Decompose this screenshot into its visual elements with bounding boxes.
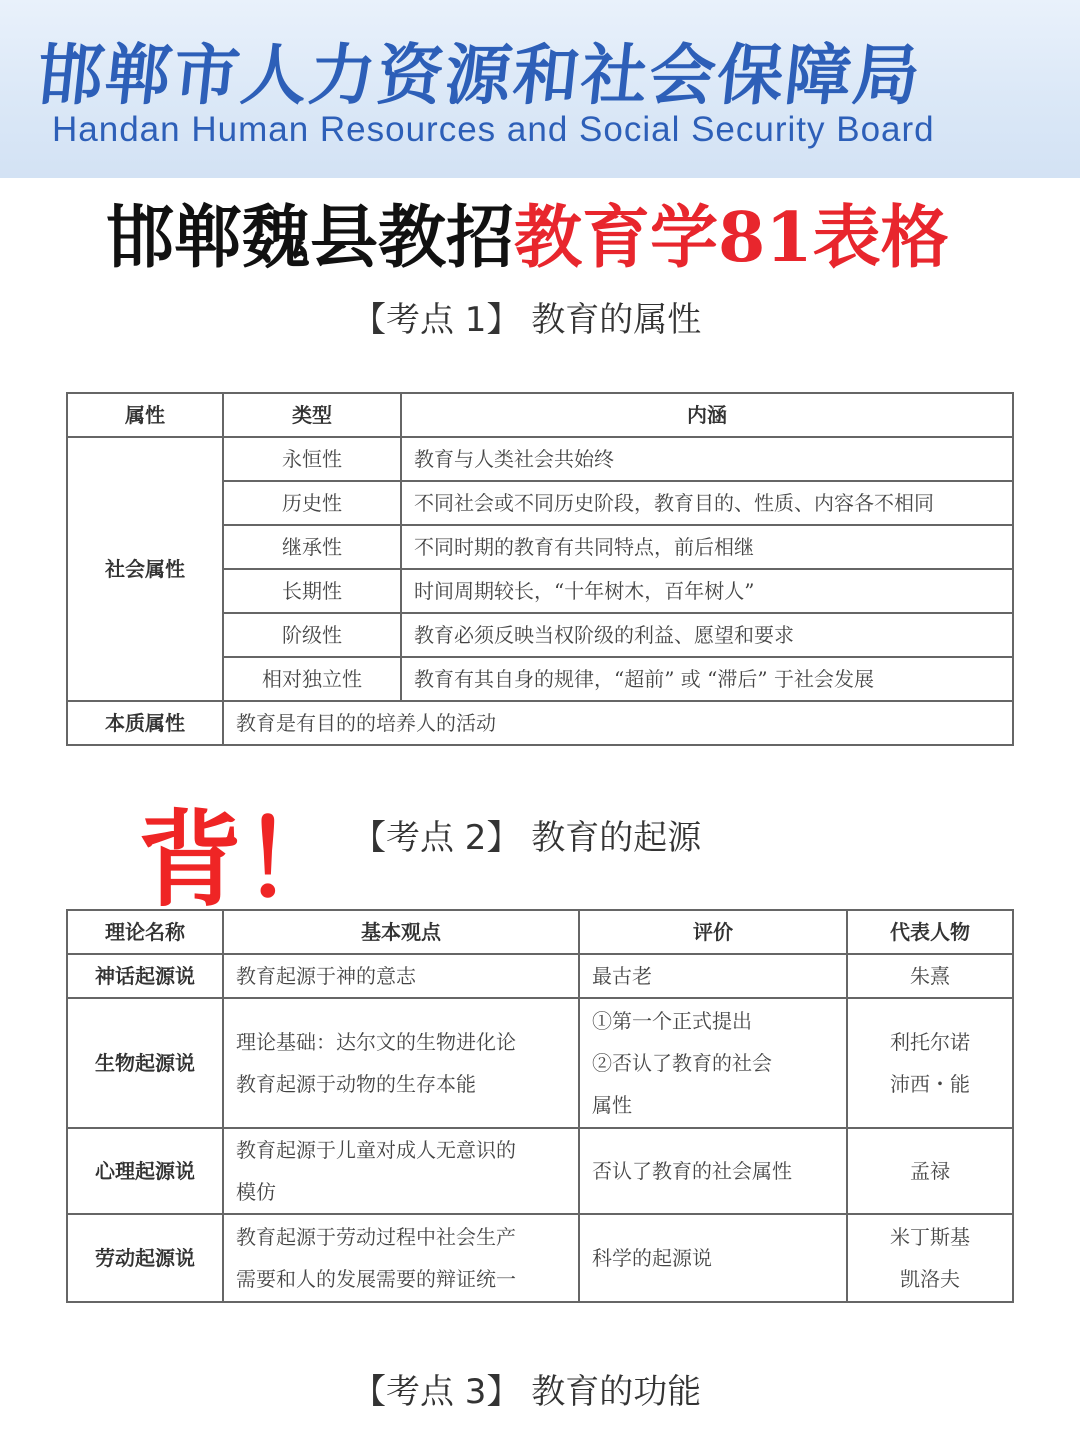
evaluation-cell: 否认了教育的社会属性	[579, 1128, 847, 1214]
social-attribute-group-cell: 社会属性	[67, 437, 223, 701]
people-cell: 孟禄	[847, 1128, 1013, 1214]
type-cell: 长期性	[223, 569, 401, 613]
view-cell: 理论基础：达尔文的生物进化论 教育起源于动物的生存本能	[223, 998, 579, 1128]
content-cell: 教育与人类社会共始终	[401, 437, 1013, 481]
header-banner	[0, 0, 1080, 178]
table-row	[67, 437, 1013, 481]
bureau-name-en: Handan Human Resources and Social Security Board	[52, 110, 935, 149]
header-cell: 类型	[223, 393, 401, 437]
theory-name-cell: 劳动起源说	[67, 1214, 223, 1302]
page-headline	[106, 198, 949, 278]
people-cell: 利托尔诺 沛西・能	[847, 998, 1013, 1128]
table-row	[67, 954, 1013, 998]
section3-title: 【考点 3】 教育的功能	[352, 1372, 702, 1412]
essence-content-cell: 教育是有目的的培养人的活动	[223, 701, 1013, 745]
type-cell: 相对独立性	[223, 657, 401, 701]
memorize-mark: 背！	[138, 798, 347, 921]
view-cell: 教育起源于劳动过程中社会生产 需要和人的发展需要的辩证统一	[223, 1214, 579, 1302]
theory-name-cell: 神话起源说	[67, 954, 223, 998]
content-cell: 教育有其自身的规律，“超前” 或 “滞后” 于社会发展	[401, 657, 1013, 701]
bureau-name-cn: 邯郸市人力资源和社会保障局	[33, 36, 926, 114]
table-row	[67, 701, 1013, 745]
view-cell: 教育起源于神的意志	[223, 954, 579, 998]
header-cell: 评价	[579, 910, 847, 954]
header-cell: 属性	[67, 393, 223, 437]
table-row	[67, 1128, 1013, 1214]
headline-black: 邯郸魏县教招	[106, 198, 515, 278]
type-cell: 阶级性	[223, 613, 401, 657]
header-cell: 理论名称	[67, 910, 223, 954]
view-cell: 教育起源于儿童对成人无意识的 模仿	[223, 1128, 579, 1214]
table-row	[67, 998, 1013, 1128]
header-cell: 代表人物	[847, 910, 1013, 954]
type-cell: 继承性	[223, 525, 401, 569]
evaluation-cell: ①第一个正式提出 ②否认了教育的社会 属性	[579, 998, 847, 1128]
headline-red: 教育学81表格	[514, 198, 949, 278]
content-cell: 时间周期较长，“十年树木，百年树人”	[401, 569, 1013, 613]
evaluation-cell: 科学的起源说	[579, 1214, 847, 1302]
origins-table	[66, 909, 1014, 1303]
evaluation-cell: 最古老	[579, 954, 847, 998]
header-cell: 基本观点	[223, 910, 579, 954]
table-row	[67, 1214, 1013, 1302]
section1-title: 【考点 1】 教育的属性	[352, 300, 702, 340]
people-cell: 朱熹	[847, 954, 1013, 998]
theory-name-cell: 生物起源说	[67, 998, 223, 1128]
content-cell: 不同社会或不同历史阶段，教育目的、性质、内容各不相同	[401, 481, 1013, 525]
header-cell: 内涵	[401, 393, 1013, 437]
type-cell: 历史性	[223, 481, 401, 525]
theory-name-cell: 心理起源说	[67, 1128, 223, 1214]
table-header-row	[67, 393, 1013, 437]
section2-title: 【考点 2】 教育的起源	[352, 818, 702, 858]
content-cell: 教育必须反映当权阶级的利益、愿望和要求	[401, 613, 1013, 657]
table-header-row	[67, 910, 1013, 954]
type-cell: 永恒性	[223, 437, 401, 481]
attributes-table	[66, 392, 1014, 746]
essence-label-cell: 本质属性	[67, 701, 223, 745]
content-cell: 不同时期的教育有共同特点，前后相继	[401, 525, 1013, 569]
people-cell: 米丁斯基 凯洛夫	[847, 1214, 1013, 1302]
